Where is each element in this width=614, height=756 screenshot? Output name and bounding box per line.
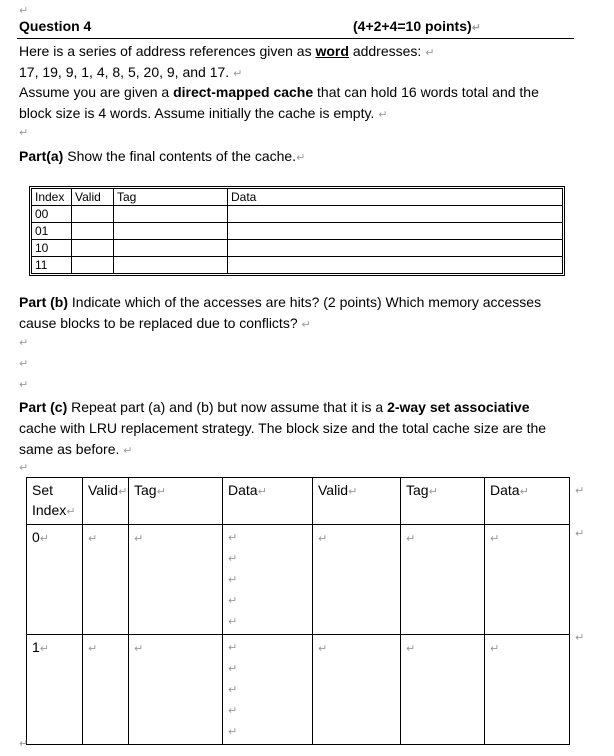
row-end-mark: ↵ [575, 527, 585, 540]
tag-cell[interactable]: ↵ [129, 525, 223, 635]
set-index-cell: 0↵ [27, 525, 83, 635]
paragraph-mark: ↵ [19, 336, 29, 349]
column-header: Set Index↵ [27, 478, 83, 525]
data-cell[interactable]: ↵ ↵ ↵ ↵ ↵ [223, 635, 313, 745]
table-row [27, 525, 570, 635]
data-cell[interactable] [228, 206, 563, 223]
data-cell[interactable]: ↵ [485, 635, 570, 745]
table-row [32, 257, 563, 274]
valid-cell[interactable] [72, 206, 114, 223]
part-c-prompt-3: same as before. ↵ [19, 441, 133, 457]
part-c-prompt-2: cache with LRU replacement strategy. The block size and the total cache size are the [19, 420, 547, 436]
part-b-prompt-2: cause blocks to be replaced due to conflicts? ↵ [19, 315, 311, 331]
intro-line-3: Assume you are given a direct-mapped cache that can hold 16 words total and the [19, 84, 539, 100]
paragraph-mark: ↵ [19, 737, 29, 750]
points-text: (4+2+4=10 points) [353, 18, 472, 34]
paragraph-mark: ↵ [19, 461, 29, 474]
column-header: Data [228, 189, 563, 206]
paragraph-mark: ↵ [301, 318, 311, 331]
valid-cell[interactable] [72, 257, 114, 274]
data-cell[interactable]: ↵ [485, 525, 570, 635]
part-a-label: Part(a) [19, 148, 64, 164]
set-associative-cache-table [26, 477, 570, 745]
paragraph-mark: ↵ [123, 444, 133, 457]
column-header: Valid↵ [313, 478, 401, 525]
part-c-label: Part (c) [19, 399, 68, 415]
valid-cell[interactable]: ↵ [83, 525, 129, 635]
paragraph-mark: ↵ [296, 151, 306, 164]
tag-cell[interactable]: ↵ [129, 635, 223, 745]
valid-cell[interactable] [72, 223, 114, 240]
table-row [32, 206, 563, 223]
paragraph-mark: ↵ [233, 67, 243, 80]
valid-cell[interactable]: ↵ [313, 635, 401, 745]
tag-cell[interactable] [114, 240, 228, 257]
column-header: Valid [72, 189, 114, 206]
column-header: Tag [114, 189, 228, 206]
column-header: Index [32, 189, 72, 206]
tag-cell[interactable] [114, 223, 228, 240]
part-b-label: Part (b) [19, 294, 68, 310]
table-row [27, 635, 570, 745]
index-cell: 01 [32, 223, 72, 240]
part-c-prompt-1: Part (c) Repeat part (a) and (b) but now assume that it is a 2-way set associative [19, 399, 530, 415]
table-row [32, 223, 563, 240]
data-cell[interactable] [228, 223, 563, 240]
intro-line-2 [19, 62, 242, 84]
data-cell[interactable]: ↵ ↵ ↵ ↵ ↵ [223, 525, 313, 635]
column-header: Valid↵ [83, 478, 129, 525]
tag-cell[interactable]: ↵ [401, 525, 485, 635]
paragraph-mark: ↵ [378, 108, 388, 121]
points-label [353, 16, 481, 38]
set-associative-emphasis: 2-way set associative [387, 399, 530, 415]
column-header: Data↵ [485, 478, 570, 525]
address-sequence: 17, 19, 9, 1, 4, 8, 5, 20, 9, and 17. [19, 64, 230, 80]
column-header: Tag↵ [401, 478, 485, 525]
row-end-mark: ↵ [575, 631, 585, 644]
paragraph-mark: ↵ [471, 21, 481, 34]
valid-cell[interactable] [72, 240, 114, 257]
valid-cell[interactable]: ↵ [313, 525, 401, 635]
table-header-row [27, 478, 570, 525]
direct-mapped-emphasis: direct-mapped cache [173, 84, 314, 100]
tag-cell[interactable] [114, 206, 228, 223]
index-cell: 11 [32, 257, 72, 274]
header-rule [17, 38, 574, 39]
index-cell: 10 [32, 240, 72, 257]
paragraph-mark: ↵ [19, 378, 29, 391]
paragraph-mark: ↵ [19, 357, 29, 370]
intro-line-1: Here is a series of address references given as word addresses: ↵ [19, 43, 435, 59]
tag-cell[interactable]: ↵ [401, 635, 485, 745]
paragraph-mark: ↵ [425, 46, 435, 59]
question-number: Question 4 [19, 18, 92, 34]
data-cell[interactable] [228, 257, 563, 274]
intro-line-4: block size is 4 words. Assume initially the cache is empty. ↵ [19, 105, 388, 121]
data-cell[interactable] [228, 240, 563, 257]
paragraph-mark: ↵ [19, 4, 29, 17]
table-header-row [32, 189, 563, 206]
paragraph-mark: ↵ [19, 126, 29, 139]
word-emphasis: word [315, 43, 349, 59]
row-end-mark: ↵ [575, 484, 585, 497]
direct-mapped-cache-table [31, 188, 563, 274]
set-index-cell: 1↵ [27, 635, 83, 745]
part-a-prompt: Part(a) Show the final contents of the cache.↵ [19, 148, 306, 164]
table-row [32, 240, 563, 257]
question-title [19, 16, 91, 36]
column-header: Tag↵ [129, 478, 223, 525]
valid-cell[interactable]: ↵ [83, 635, 129, 745]
part-b-prompt-1: Part (b) Indicate which of the accesses are hits? (2 points) Which memory accesses [19, 294, 542, 310]
column-header: Data↵ [223, 478, 313, 525]
tag-cell[interactable] [114, 257, 228, 274]
index-cell: 00 [32, 206, 72, 223]
